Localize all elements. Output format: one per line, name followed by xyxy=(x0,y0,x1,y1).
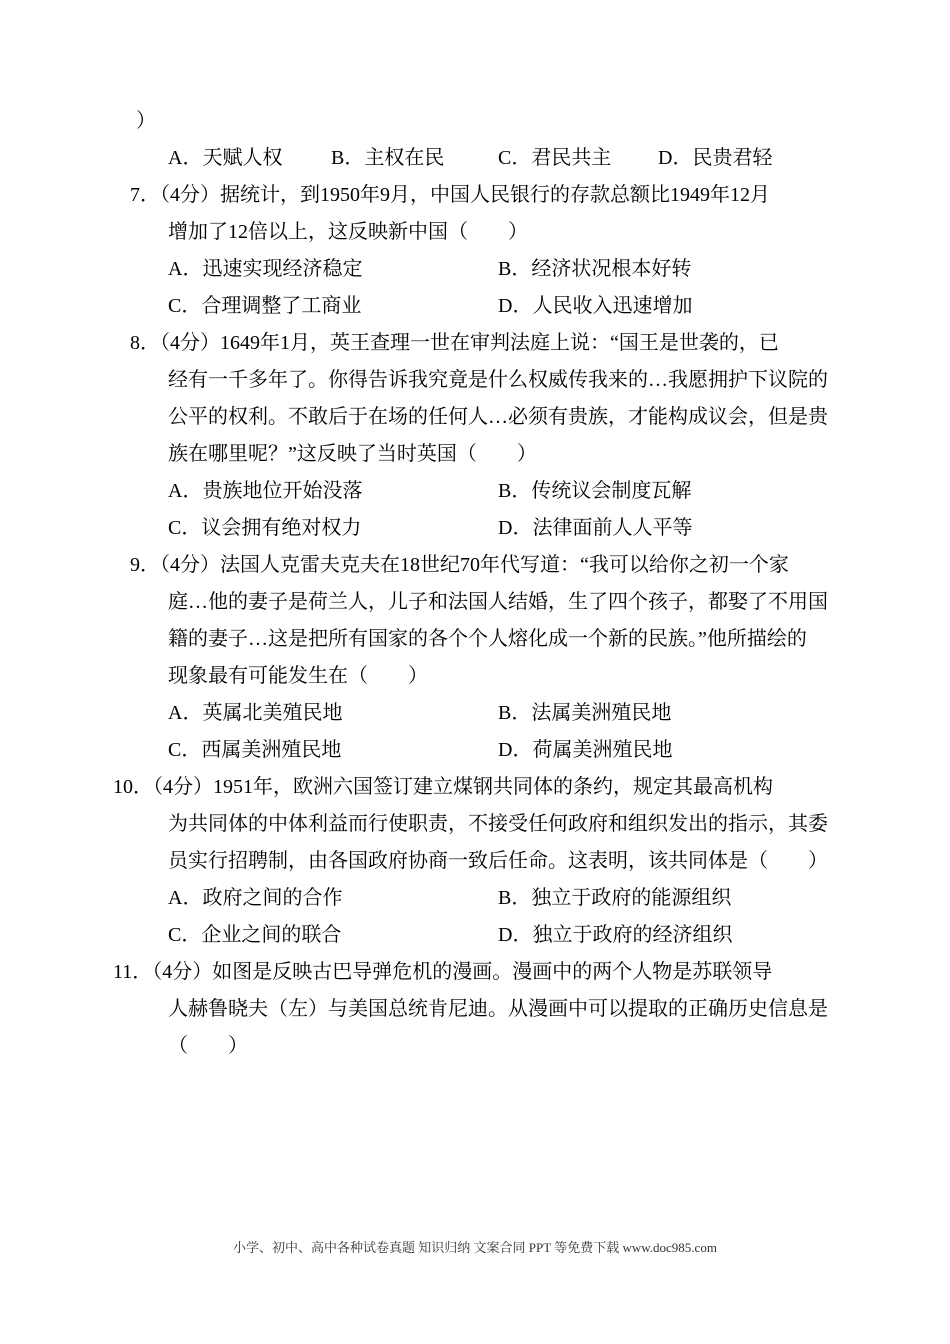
option-D: D．人民收入迅速增加 xyxy=(498,295,693,317)
question-continuation-text: ） xyxy=(136,110,156,132)
question-list xyxy=(113,103,858,1065)
option-B: B．主权在民 xyxy=(331,147,445,169)
option-A: A．天赋人权 xyxy=(168,147,283,169)
option-A: A．贵族地位开始没落 xyxy=(168,480,363,502)
question-9 xyxy=(130,547,858,769)
question-stem-continuation: 现象最有可能发生在（ ） xyxy=(168,665,428,687)
option-B: B．法属美洲殖民地 xyxy=(498,702,672,724)
question-11 xyxy=(113,954,858,1065)
question-stem-continuation: 为共同体的中体利益而行使职责，不接受任何政府和组织发出的指示，其委 xyxy=(168,813,828,835)
question-stem-continuation: 公平的权利。不敢后于在场的任何人…必须有贵族，才能构成议会，但是贵 xyxy=(168,406,828,428)
option-grid xyxy=(168,880,858,954)
question-7 xyxy=(130,177,858,325)
option-D: D．独立于政府的经济组织 xyxy=(498,924,733,946)
option-A: A．迅速实现经济稳定 xyxy=(168,258,363,280)
option-C: C．企业之间的联合 xyxy=(168,924,342,946)
footer-text: 小学、初中、高中各种试卷真题 知识归纳 文案合同 PPT 等免费下载 www.doc985.com xyxy=(233,1240,717,1255)
question-stem-continuation: 族在哪里呢？”这反映了当时英国（ ） xyxy=(168,443,537,465)
option-A: A．英属北美殖民地 xyxy=(168,702,343,724)
question-stem: 8．（4分）1649年1月，英王查理一世在审判法庭上说：“国王是世袭的，已 xyxy=(130,332,779,354)
option-grid xyxy=(168,473,858,547)
question-stem-continuation: 籍的妻子…这是把所有国家的各个个人熔化成一个新的民族。”他所描绘的 xyxy=(168,628,807,650)
option-C: C．君民共主 xyxy=(498,147,612,169)
question-stem: 11．（4分）如图是反映古巴导弹危机的漫画。漫画中的两个人物是苏联领导 xyxy=(113,961,773,983)
option-D: D．荷属美洲殖民地 xyxy=(498,739,673,761)
question-stem-continuation: （ ） xyxy=(168,1035,248,1057)
question-10 xyxy=(113,769,858,954)
question-stem: 9．（4分）法国人克雷夫克夫在18世纪70年代写道：“我可以给你之初一个家 xyxy=(130,554,789,576)
option-A: A．政府之间的合作 xyxy=(168,887,343,909)
option-D: D．民贵君轻 xyxy=(658,147,773,169)
option-C: C．西属美洲殖民地 xyxy=(168,739,342,761)
question-stem-continuation: 庭…他的妻子是荷兰人，儿子和法国人结婚，生了四个孩子，都娶了不用国 xyxy=(168,591,828,613)
option-B: B．独立于政府的能源组织 xyxy=(498,887,732,909)
question-stem-continuation: 增加了12倍以上，这反映新中国（ ） xyxy=(168,221,528,243)
option-row-inline xyxy=(168,140,858,177)
option-B: B．传统议会制度瓦解 xyxy=(498,480,692,502)
question-8 xyxy=(130,325,858,547)
option-grid xyxy=(168,251,858,325)
option-C: C．合理调整了工商业 xyxy=(168,295,362,317)
option-B: B．经济状况根本好转 xyxy=(498,258,692,280)
question-stem: 7．（4分）据统计，到1950年9月，中国人民银行的存款总额比1949年12月 xyxy=(130,184,770,206)
question-stem-continuation: 员实行招聘制，由各国政府协商一致后任命。这表明，该共同体是（ ） xyxy=(168,850,828,872)
question-stem-continuation: 经有一千多年了。你得告诉我究竟是什么权威传我来的…我愿拥护下议院的 xyxy=(168,369,828,391)
option-D: D．法律面前人人平等 xyxy=(498,517,693,539)
question-stem: 10．（4分）1951年，欧洲六国签订建立煤钢共同体的条约，规定其最高机构 xyxy=(113,776,773,798)
option-grid xyxy=(168,695,858,769)
question-stem-continuation: 人赫鲁晓夫（左）与美国总统肯尼迪。从漫画中可以提取的正确历史信息是 xyxy=(168,998,828,1020)
option-C: C．议会拥有绝对权力 xyxy=(168,517,362,539)
